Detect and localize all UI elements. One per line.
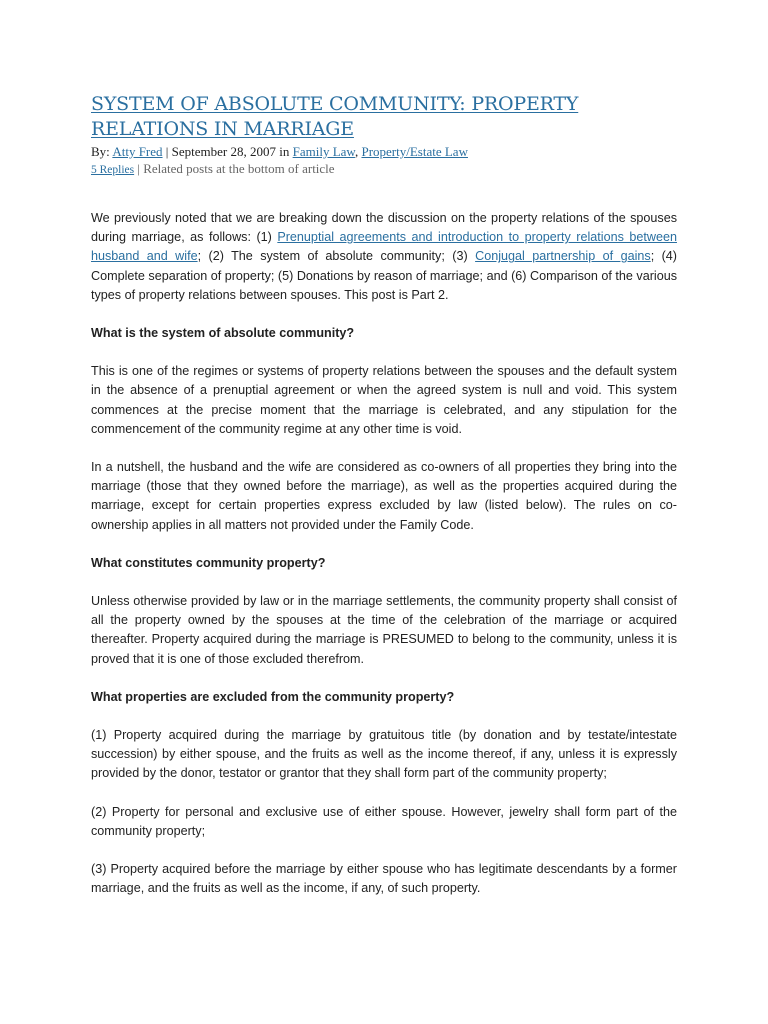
answer-2-paragraph: Unless otherwise provided by law or in the marriage settlements, the community property shall consist of all the property owned by the spouses at the time of the celebration of the marriage or acquired thereafter. Property acquired during the marriage is PRESUMED to belong to the community, unless it is proved that it is one of those excluded therefrom. xyxy=(91,594,677,666)
article-title-link[interactable]: SYSTEM OF ABSOLUTE COMMUNITY: PROPERTY RELATIONS IN MARRIAGE xyxy=(91,93,579,140)
category-comma: , xyxy=(354,144,359,159)
intro-text-1: We previously noted that we are breaking down the discussion on the property relations of the spouses during marriage, as follows: (1) xyxy=(91,211,677,245)
intro-paragraph xyxy=(91,209,677,305)
by-label: By: xyxy=(91,144,110,159)
intro-text-2: ; (2) The system of absolute community; (3) xyxy=(197,249,476,264)
question-heading-2: What constitutes community property? xyxy=(91,555,326,570)
answer-1-paragraph-1: This is one of the regimes or systems of property relations between the spouses and the default system in the absence of a prenuptial agreement or when the agreed system is null and void. This system commences at the precise moment that the marriage is celebrated, and any stipulation for the commencement of the community regime at any other time is void. xyxy=(91,364,677,436)
article-title xyxy=(91,92,677,142)
article-meta xyxy=(91,143,677,160)
question-heading-3: What properties are excluded from the community property? xyxy=(91,689,455,704)
in-label: in xyxy=(279,144,290,159)
exclusion-item-1: (1) Property acquired during the marriage by gratuitous title (by donation and by testate/intestate succession) by either spouse, and the fruits as well as the income thereof, if any, unless it is expressly provided by the donor, testator or grantor that they shall form part of the community property; xyxy=(91,728,677,781)
exclusion-item-2: (2) Property for personal and exclusive use of either spouse. However, jewelry shall form part of the community property; xyxy=(91,804,677,838)
replies-link[interactable]: 5 Replies xyxy=(91,164,135,176)
prenuptial-agreements-link[interactable]: Prenuptial agreements and introduction to property relations between husband and wife xyxy=(91,230,677,264)
conjugal-partnership-link[interactable]: Conjugal partnership of gains xyxy=(475,249,651,264)
author-link[interactable]: Atty Fred xyxy=(112,144,163,159)
question-heading-1: What is the system of absolute community? xyxy=(91,326,355,341)
post-date: September 28, 2007 xyxy=(171,144,276,159)
answer-1-paragraph-2: In a nutshell, the husband and the wife are considered as co-owners of all properties they bring into the marriage (those that they owned before the marriage), as well as the properties acquired during the marriage, except for certain properties express excluded by law (listed below). The rules on co-ownership applies in all matters not provided under the Family Code. xyxy=(91,460,677,532)
related-posts-note: | Related posts at the bottom of article xyxy=(137,161,335,176)
category-link-family-law[interactable]: Family Law xyxy=(292,144,355,159)
exclusion-item-3: (3) Property acquired before the marriage by either spouse who has legitimate descendants by a former marriage, and the fruits as well as the income, if any, of such property. xyxy=(91,862,677,896)
article xyxy=(91,92,677,898)
article-replies-line xyxy=(91,160,677,179)
category-link-property-estate-law[interactable]: Property/Estate Law xyxy=(361,144,468,159)
meta-separator: | xyxy=(165,144,169,159)
intro-text-3: ; (4) Complete separation of property; (5) Donations by reason of marriage; and (6) Comparison of the various types of property relations between spouses. This post is Part 2. xyxy=(91,249,677,302)
